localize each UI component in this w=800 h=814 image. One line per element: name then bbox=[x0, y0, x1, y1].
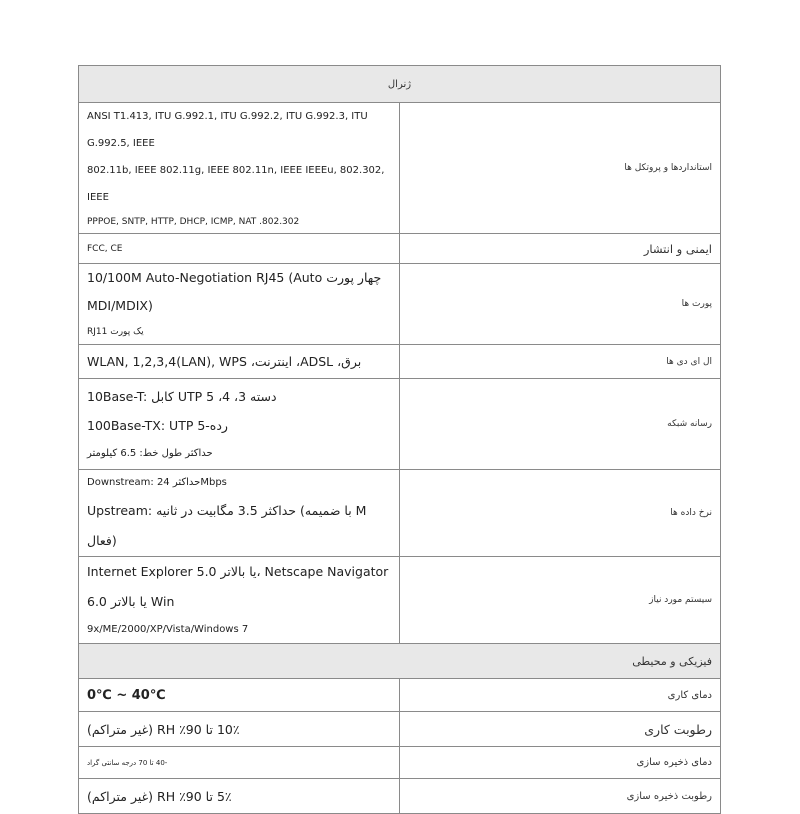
ports-label: پورت ها bbox=[400, 264, 721, 345]
storage-humidity-label: رطوبت ذخیره سازی bbox=[400, 779, 721, 814]
system-requirements-line-1: Internet Explorer 5.0 یا بالاتر، Netscape Navigator 6.0 یا بالاتر Win bbox=[87, 564, 389, 609]
leds-value bbox=[79, 345, 400, 379]
network-media-value bbox=[79, 379, 400, 470]
safety-value: FCC, CE bbox=[79, 234, 400, 264]
leds-label: ال ای دی ها bbox=[400, 345, 721, 379]
operating-temp-line: 0℃ ~ 40℃ bbox=[87, 687, 166, 703]
storage-humidity-value bbox=[79, 779, 400, 814]
data-rate-value bbox=[79, 470, 400, 557]
data-rate-line-1: Downstream: حداکثر 24Mbps bbox=[87, 477, 227, 488]
leds-line: برق، ADSL، اینترنت، WLAN, 1,2,3,4(LAN), WPS bbox=[87, 354, 362, 369]
storage-humidity-line: 5٪ تا 90٪ RH (غیر متراکم) bbox=[87, 788, 232, 804]
standards-label: استانداردها و پروتکل ها bbox=[400, 103, 721, 234]
network-media-line-3: حداکثر طول خط: 6.5 کیلومتر bbox=[87, 447, 213, 459]
system-requirements-value bbox=[79, 557, 400, 644]
ports-line-1: چهار پورت 10/100M Auto-Negotiation RJ45 (Auto MDI/MDIX) bbox=[87, 270, 382, 313]
row-ports bbox=[79, 264, 721, 345]
row-operating-humidity bbox=[79, 712, 721, 747]
standards-line-1: ANSI T1.413, ITU G.992.1, ITU G.992.2, ITU G.992.3, ITU G.992.5, IEEE bbox=[87, 111, 368, 149]
storage-temp-label: دمای ذخیره سازی bbox=[400, 747, 721, 779]
specifications-table bbox=[78, 65, 721, 814]
safety-label: ایمنی و انتشار bbox=[400, 234, 721, 264]
storage-temp-value bbox=[79, 747, 400, 779]
ports-line-2: یک پورت RJ11 bbox=[87, 327, 144, 337]
row-standards bbox=[79, 103, 721, 234]
standards-line-2: 802.11b, IEEE 802.11g, IEEE 802.11n, IEEE IEEEu, 802.302, IEEE bbox=[87, 165, 385, 203]
operating-humidity-label: رطوبت کاری bbox=[400, 712, 721, 747]
network-media-line-1: 10Base-T: کابل UTP دسته 3، 4، 5 bbox=[87, 388, 277, 404]
data-rate-label: نرخ داده ها bbox=[400, 470, 721, 557]
row-system-requirements bbox=[79, 557, 721, 644]
operating-humidity-line: 10٪ تا 90٪ RH (غیر متراکم) bbox=[87, 721, 240, 737]
operating-humidity-value bbox=[79, 712, 400, 747]
row-leds bbox=[79, 345, 721, 379]
section-header-general bbox=[79, 66, 721, 103]
section-title-general: ژنرال bbox=[79, 66, 721, 103]
row-operating-temp bbox=[79, 679, 721, 712]
standards-value bbox=[79, 103, 400, 234]
row-network-media bbox=[79, 379, 721, 470]
row-storage-temp bbox=[79, 747, 721, 779]
section-title-physical: فیزیکی و محیطی bbox=[79, 644, 721, 679]
row-safety bbox=[79, 234, 721, 264]
network-media-line-2: 100Base-TX: UTP رده-5 bbox=[87, 417, 228, 433]
system-requirements-label: سیستم مورد نیاز bbox=[400, 557, 721, 644]
data-rate-line-2: Upstream: حداکثر 3.5 مگابیت در ثانیه (با ضمیمه M فعال) bbox=[87, 503, 367, 548]
row-data-rate bbox=[79, 470, 721, 557]
ports-value bbox=[79, 264, 400, 345]
network-media-label: رسانه شبکه bbox=[400, 379, 721, 470]
section-header-physical bbox=[79, 644, 721, 679]
storage-temp-line: -40 تا 70 درجه سانتی گراد bbox=[87, 758, 168, 767]
system-requirements-line-2: 9x/ME/2000/XP/Vista/Windows 7 bbox=[87, 624, 249, 635]
row-storage-humidity bbox=[79, 779, 721, 814]
standards-line-3: PPPOE, SNTP, HTTP, DHCP, ICMP, NAT .802.302 bbox=[87, 217, 300, 227]
operating-temp-label: دمای کاری bbox=[400, 679, 721, 712]
operating-temp-value bbox=[79, 679, 400, 712]
